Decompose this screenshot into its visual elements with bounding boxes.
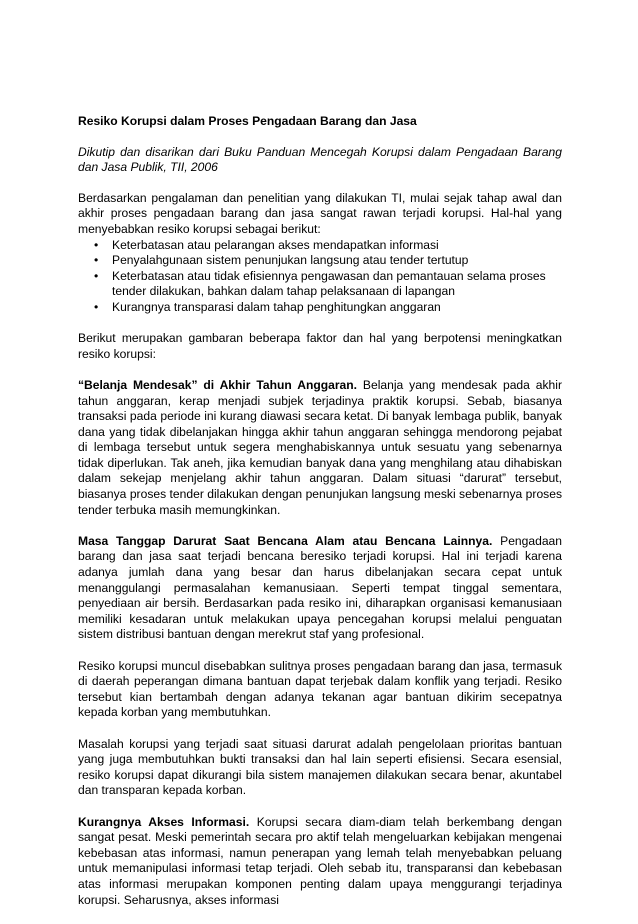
section-body: Belanja yang mendesak pada akhir tahun anggaran, kerap menjadi subjek terjadinya praktik korupsi. Sebab, biasanya transaksi pada periode ini kurang diawasi secara ketat. Di banyak lembaga publik, banyak dana yang tidak dibelanjakan hingga akhir tahun anggaran sehingga mendorong pejabat di lembaga tersebut untuk segera menghabiskannya untuk sesuatu yang sebenarnya tidak diperlukan. Tak aneh, jika kemudian banyak dana yang menghilang atau dihabiskan dalam sekejap menjelang akhir tahun anggaran. Dalam situasi “darurat” tersebut, biasanya proses tender dilakukan dengan penunjukan langsung meski sebenarnya proses tender terbuka masih memungkinkan. <box>78 377 562 517</box>
bullet-icon: • <box>94 268 99 283</box>
document-page <box>78 114 562 924</box>
section-heading: “Belanja Mendesak” di Akhir Tahun Anggaran. <box>78 377 358 392</box>
list-item-text: Keterbatasan atau tidak efisiennya pengawasan dan pemantauan selama proses tender dilakukan, bahkan dalam tahap pelaksanaan di lapangan <box>112 268 546 299</box>
list-item <box>94 299 562 316</box>
emergency-paragraph-2: Resiko korupsi muncul disebabkan sulitnya proses pengadaan barang dan jasa, termasuk di daerah peperangan dimana bantuan dapat terjebak dalam konflik yang terjadi. Resiko tersebut kian bertambah dengan adanya tekanan agar bantuan dikirim secepatnya kepada korban yang membutuhkan. <box>78 658 562 720</box>
bullet-icon: • <box>94 253 99 268</box>
bullet-icon: • <box>94 299 99 314</box>
bullet-icon: • <box>94 237 99 252</box>
section-body: Pengadaan barang dan jasa saat terjadi bencana beresiko terjadi korupsi. Hal ini terjadi karena adanya jumlah dana yang besar dan harus dibelanjakan secara cepat untuk menanggulangi permasalahan kemanusiaan. Seperti tempat tinggal sementara, penyediaan air bersih. Berdasarkan pada resiko ini, diharapkan organisasi kemanusiaan memiliki kesadaran untuk melakukan upaya pencegahan korupsi melalui penguatan sistem distribusi bantuan dengan merekrut staf yang profesional. <box>78 533 563 642</box>
list-item <box>94 253 562 269</box>
intro-paragraph: Berdasarkan pengalaman dan penelitian yang dilakukan TI, mulai sejak tahap awal dan akhir proses pengadaan barang dan jasa sangat rawan terjadi korupsi. Hal-hal yang menyebabkan resiko korupsi sebagai berikut: <box>78 190 562 236</box>
section-body: Korupsi secara diam-diam telah berkembang dengan sangat pesat. Meski pemerintah secara pro aktif telah mengeluarkan kebijakan mengenai kebebasan atas informasi, namun penerapan yang lemah telah menyebabkan peluang untuk memanipulasi informasi tetap terjadi. Oleh sebab itu, transparansi dan kebebasan atas informasi merupakan komponen penting dalam upaya menggurangi terjadinya korupsi. Seharusnya, akses informasi <box>78 814 562 907</box>
list-item-text: Keterbatasan atau pelarangan akses mendapatkan informasi <box>112 237 439 252</box>
document-title: Resiko Korupsi dalam Proses Pengadaan Barang dan Jasa <box>78 114 417 128</box>
list-item <box>94 268 562 300</box>
risk-list <box>78 238 562 316</box>
section-information-access <box>78 815 562 909</box>
list-item-text: Penyalahgunaan sistem penunjukan langsung atau tender tertutup <box>112 253 469 268</box>
section-emergency-response <box>78 534 562 643</box>
list-item-text: Kurangnya transparasi dalam tahap penghitungkan anggaran <box>112 299 441 314</box>
section-heading: Kurangnya Akses Informasi. <box>78 814 250 829</box>
section-heading: Masa Tanggap Darurat Saat Bencana Alam atau Bencana Lainnya. <box>78 533 493 548</box>
factors-intro-paragraph: Berikut merupakan gambaran beberapa faktor dan hal yang berpotensi meningkatkan resiko korupsi: <box>78 331 562 361</box>
section-year-end-spending <box>78 378 562 518</box>
source-citation: Dikutip dan disarikan dari Buku Panduan Mencegah Korupsi dalam Pengadaan Barang dan Jasa Publik, TII, 2006 <box>78 144 562 175</box>
list-item <box>94 237 562 254</box>
emergency-paragraph-3: Masalah korupsi yang terjadi saat situasi darurat adalah pengelolaan prioritas bantuan yang juga membutuhkan bukti transaksi dan hal lain seperti efisiensi. Secara esensial, resiko korupsi dapat dikurangi bila sistem manajemen dilakukan secara benar, akuntabel dan transparan kepada korban. <box>78 736 562 798</box>
